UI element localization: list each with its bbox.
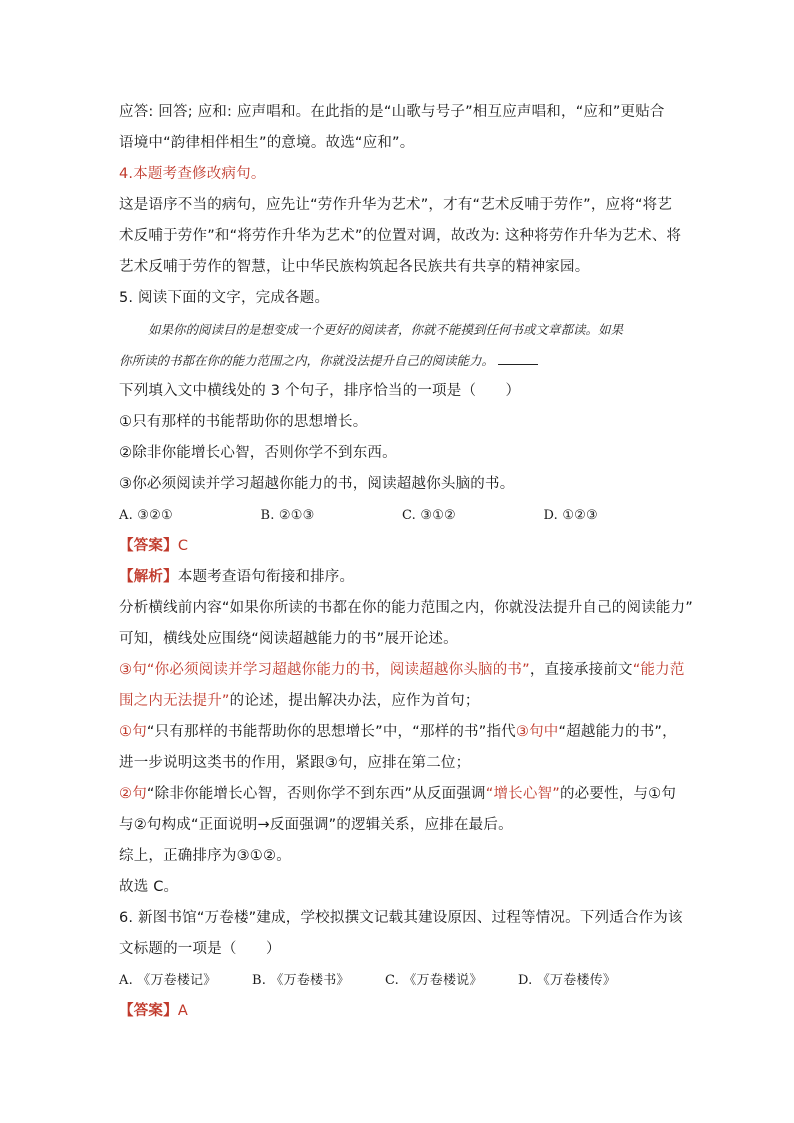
choice-a: A. ③②① [119,508,173,523]
choice-c: C. 《万卷楼说》 [385,973,483,988]
text-span: “只有那样的书能帮助你的思想增长” [146,724,383,740]
section-heading: 4.本题考查修改病句。 [119,166,266,182]
text-line: 应答: 回答; 应和: 应声唱和。在此指的是“山歌与号子”相互应声唱和，“应和”更贴合 [119,104,665,120]
text-line [119,779,685,810]
text-span: “除非你能增长心智，否则你学不到东西” [146,786,413,802]
question-title: 文标题的一项是（ ） [119,941,281,957]
text-line: 进一步说明这类书的作用，紧跟③句，应排在第二位； [119,755,471,771]
fill-in-blank [498,350,538,365]
text-span: 的论述，提出解决办法，应作为首句； [229,693,480,709]
text-span: ③句中 [515,724,559,740]
passage-line: 如果你的阅读目的是想变成一个更好的阅读者，你就不能摸到任何书或文章都读。如果 [148,322,624,337]
text-line: 艺术反哺于劳作的智慧，让中华民族构筑起各民族共有共享的精神家园。 [119,259,590,275]
text-line: 综上，正确排序为③①②。 [119,848,291,864]
text-line: 术反哺于劳作”和“将劳作升华为艺术”的位置对调，故改为: 这种将劳作升华为艺术、将 [119,228,682,244]
text-line [119,686,685,717]
text-line: 与②句构成“正面说明→反面强调”的逻辑关系，应排在最后。 [119,817,513,833]
question-title: 6. 新图书馆“万卷楼”建成，学校拟撰文记载其建设原因、过程等情况。下列适合作为该 [119,910,683,926]
answer-line [119,996,685,1027]
text-span: “能力范 [632,662,685,678]
text-span: “增长心智” [485,786,560,802]
answer-line [119,531,685,562]
text-span: 中，“那样的书”指代 [382,724,516,740]
text-span: ①句 [119,724,147,740]
analysis-head: 本题考查语句衔接和排序。 [177,569,355,585]
question-stem: 下列填入文中横线处的 3 个句子，排序恰当的一项是（ ） [119,383,521,399]
choice-b: B. ②①③ [260,508,315,523]
text-line: 可知，横线处应围绕“阅读超越能力的书”展开论述。 [119,631,458,647]
choice-c: C. ③①② [402,508,456,523]
text-span: ②句 [119,786,147,802]
sentence-option: ③你必须阅读并学习超越你能力的书，阅读超越你头脑的书。 [119,476,515,492]
text-span: “你必须阅读并学习超越你能力的书，阅读超越你头脑的书” [146,662,530,678]
choice-options [119,500,685,531]
text-line [119,717,685,748]
passage-text: 你所读的书都在你的能力范围之内，你就没法提升自己的阅读能力。 [119,353,495,368]
choice-b: B. 《万卷楼书》 [252,973,350,988]
text-line: 分析横线前内容“如果你所读的书都在你的能力范围之内，你就没法提升自己的阅读能力” [119,600,694,616]
text-span: 围之内无法提升” [119,693,230,709]
document-body [119,97,694,1027]
text-span: 从反面强调 [412,786,486,802]
text-line: 这是语序不当的病句，应先让“劳作升华为艺术”，才有“艺术反哺于劳作”，应将“将艺 [119,197,673,213]
analysis-line [119,562,685,593]
choice-d: D. ①②③ [543,508,598,523]
answer-value: C [177,538,189,554]
text-span: ，直接承接前文 [529,662,633,678]
text-span: ③句 [119,662,147,678]
text-line: 故选 C。 [119,879,179,895]
text-line: 语境中“韵律相伴相生”的意境。故选“应和”。 [119,135,415,151]
answer-tag: 【答案】 [119,1003,178,1019]
passage-line [119,345,685,376]
answer-tag: 【答案】 [119,538,178,554]
analysis-tag: 【解析】 [119,569,178,585]
choice-options [119,965,685,996]
choice-a: A. 《万卷楼记》 [119,973,217,988]
text-line [119,655,685,686]
text-span: “超越能力的书”， [558,724,677,740]
answer-value: A [177,1003,188,1019]
question-title: 5. 阅读下面的文字，完成各题。 [119,290,330,306]
choice-d: D. 《万卷楼传》 [518,973,617,988]
sentence-option: ②除非你能增长心智，否则你学不到东西。 [119,445,397,461]
text-span: 的必要性，与①句 [559,786,677,802]
sentence-option: ①只有那样的书能帮助你的思想增长。 [119,414,368,430]
